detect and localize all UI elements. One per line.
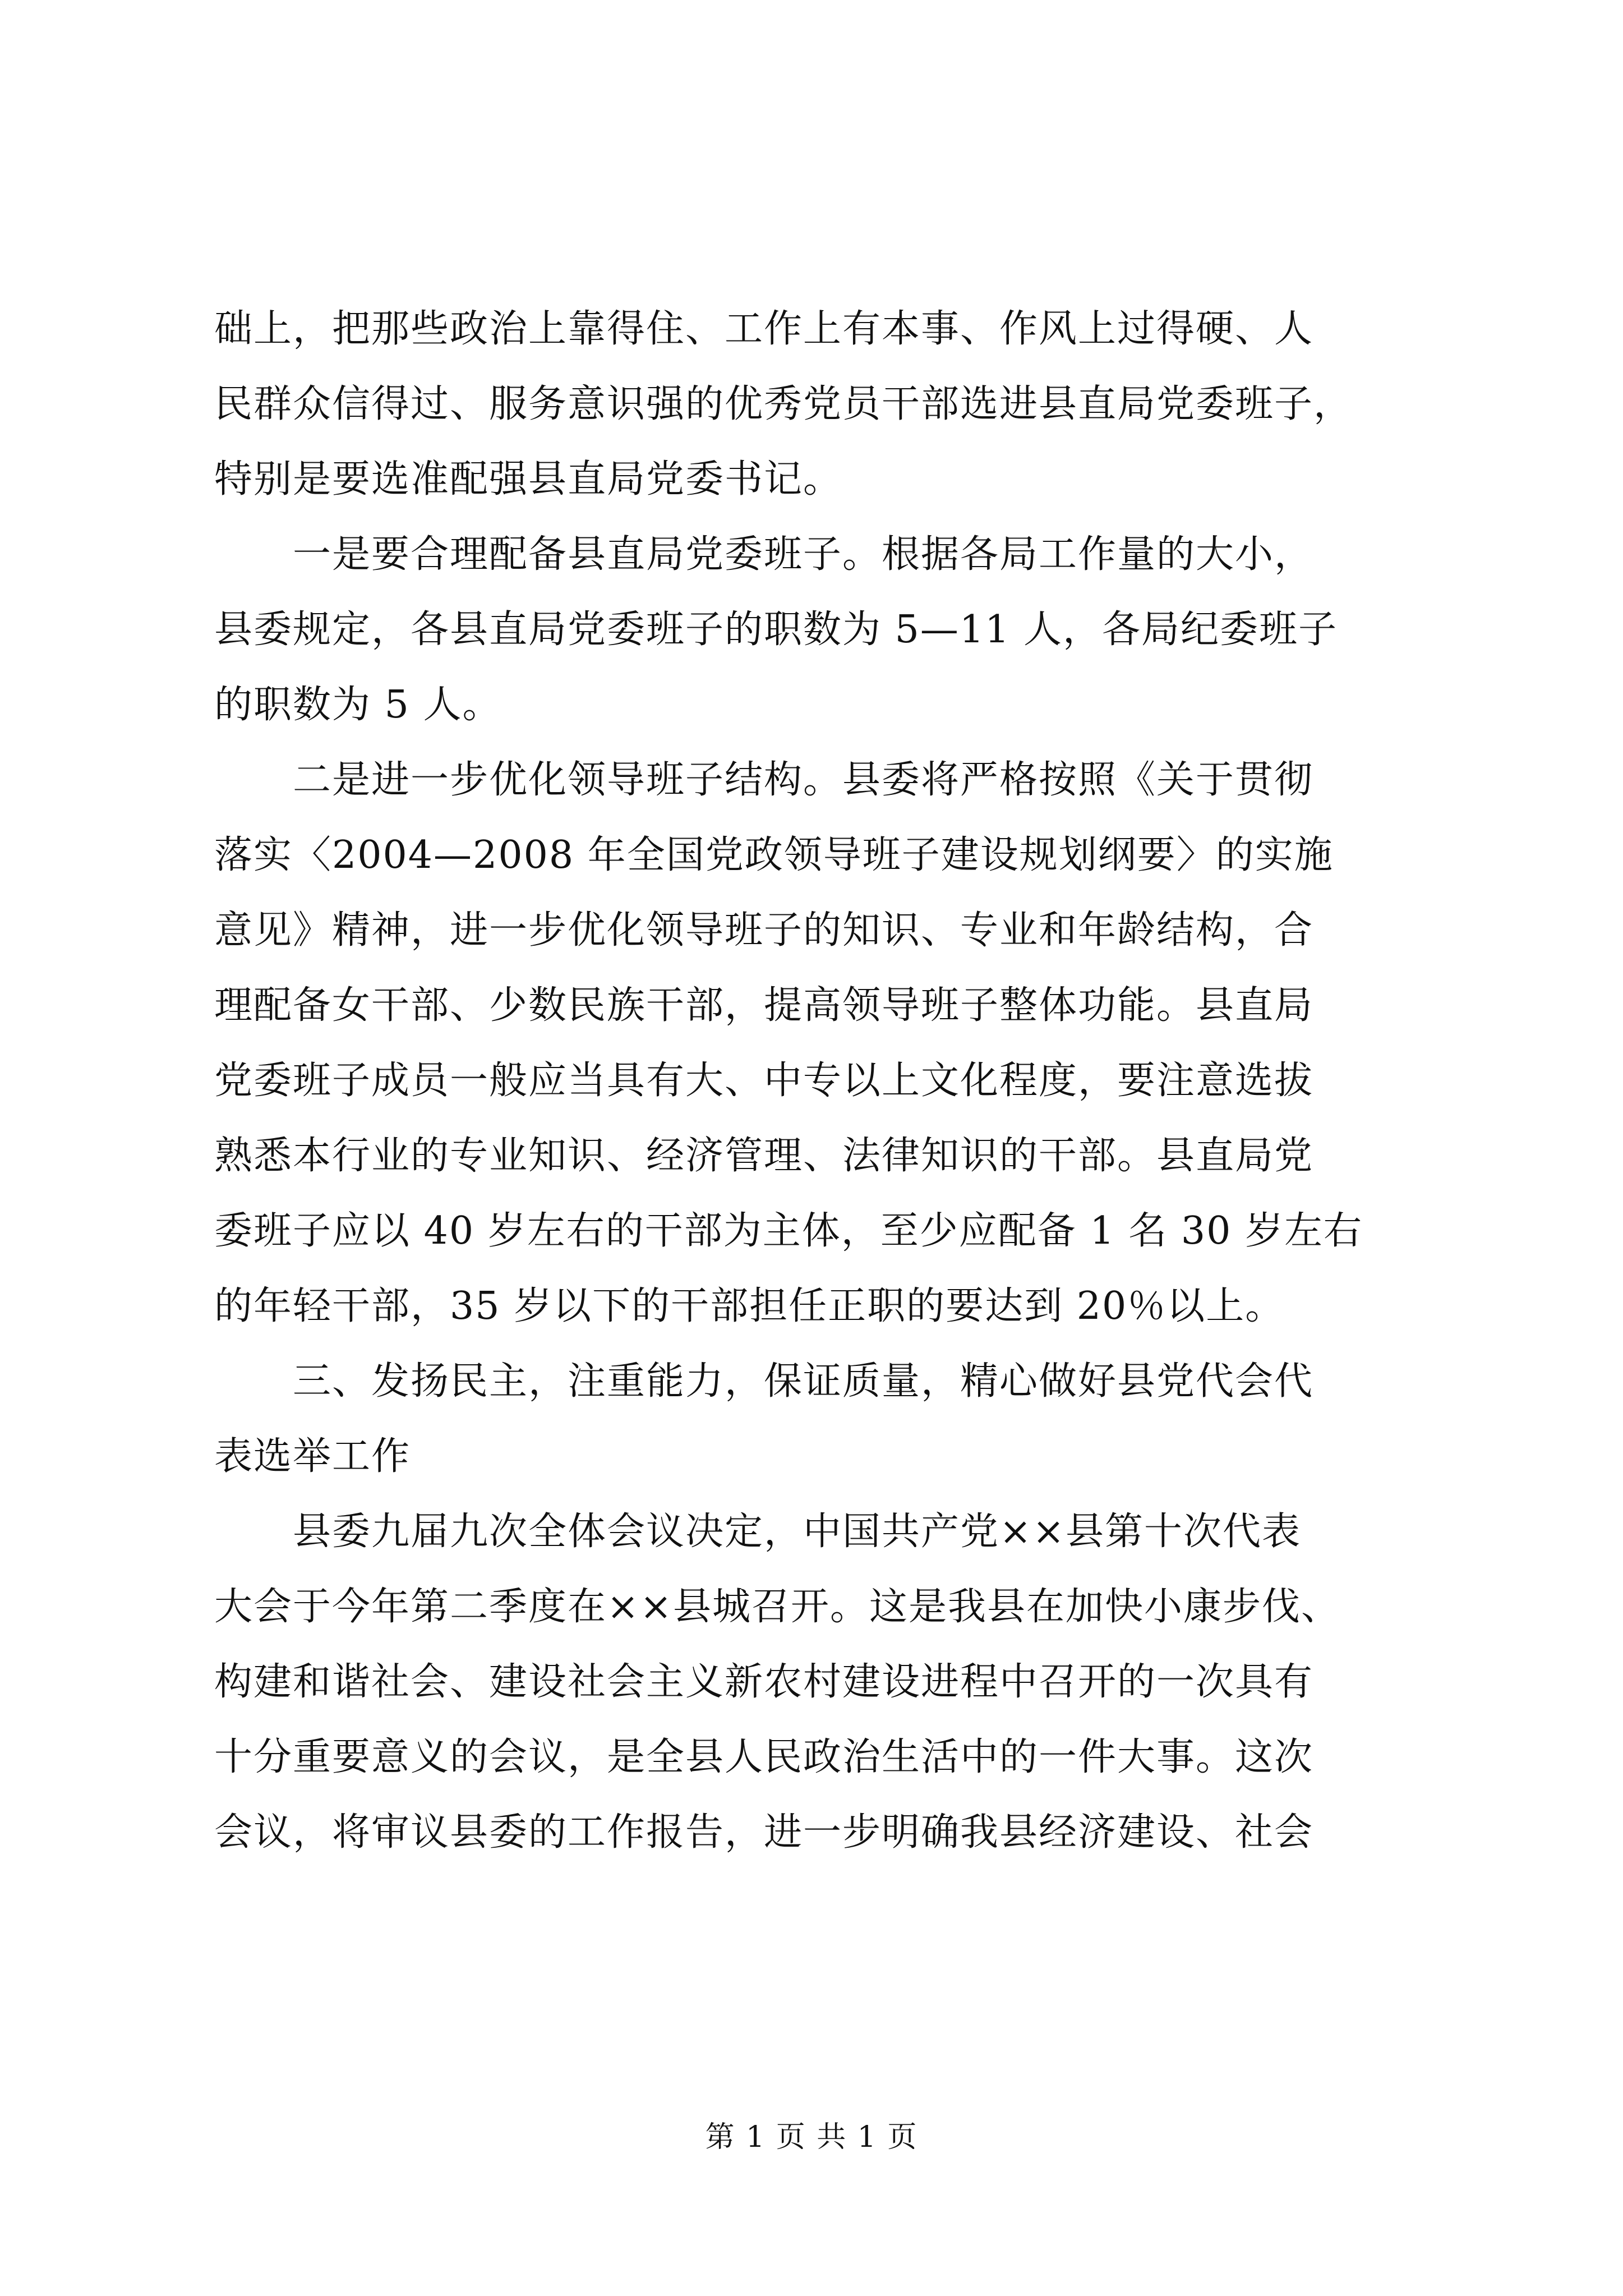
text-line: 的职数为 5 人。 bbox=[214, 683, 502, 727]
text-line: 大会于今年第二季度在××县城召开。这是我县在加快小康步伐、 bbox=[214, 1585, 1340, 1629]
text-line: 特别是要选准配强县直局党委书记。 bbox=[214, 457, 843, 501]
text-line: 理配备女干部、少数民族干部，提高领导班子整体功能。县直局 bbox=[214, 983, 1314, 1028]
text-line: 熟悉本行业的专业知识、经济管理、法律知识的干部。县直局党 bbox=[214, 1134, 1314, 1178]
text-line: 的年轻干部，35 岁以下的干部担任正职的要达到 20％以上。 bbox=[214, 1284, 1285, 1328]
section-heading-line: 表选举工作 bbox=[214, 1434, 411, 1479]
page-footer: 第 1 页 共 1 页 bbox=[705, 2120, 918, 2154]
text-line: 础上，把那些政治上靠得住、工作上有本事、作风上过得硬、人 bbox=[214, 307, 1314, 351]
section-heading-line: 三、发扬民主，注重能力，保证质量，精心做好县党代会代 bbox=[293, 1359, 1314, 1404]
paragraph-start-line: 县委九届九次全体会议决定，中国共产党××县第十次代表 bbox=[293, 1510, 1301, 1554]
text-line: 落实〈2004—2008 年全国党政领导班子建设规划纲要〉的实施 bbox=[214, 833, 1334, 877]
text-line: 会议，将审议县委的工作报告，进一步明确我县经济建设、社会 bbox=[214, 1810, 1314, 1855]
paragraph-start-line: 一是要合理配备县直局党委班子。根据各局工作量的大小， bbox=[293, 532, 1314, 577]
paragraph-start-line: 二是进一步优化领导班子结构。县委将严格按照《关于贯彻 bbox=[293, 758, 1314, 802]
text-line: 县委规定，各县直局党委班子的职数为 5—11 人，各局纪委班子 bbox=[214, 608, 1338, 652]
text-line: 意见》精神，进一步优化领导班子的知识、专业和年龄结构，合 bbox=[214, 908, 1314, 953]
text-line: 党委班子成员一般应当具有大、中专以上文化程度，要注意选拔 bbox=[214, 1059, 1314, 1103]
text-line: 构建和谐社会、建设社会主义新农村建设进程中召开的一次具有 bbox=[214, 1660, 1314, 1704]
text-line: 民群众信得过、服务意识强的优秀党员干部选进县直局党委班子， bbox=[214, 382, 1353, 426]
text-line: 委班子应以 40 岁左右的干部为主体，至少应配备 1 名 30 岁左右 bbox=[214, 1209, 1363, 1253]
text-line: 十分重要意义的会议，是全县人民政治生活中的一件大事。这次 bbox=[214, 1735, 1314, 1779]
document-body bbox=[214, 292, 1426, 1870]
